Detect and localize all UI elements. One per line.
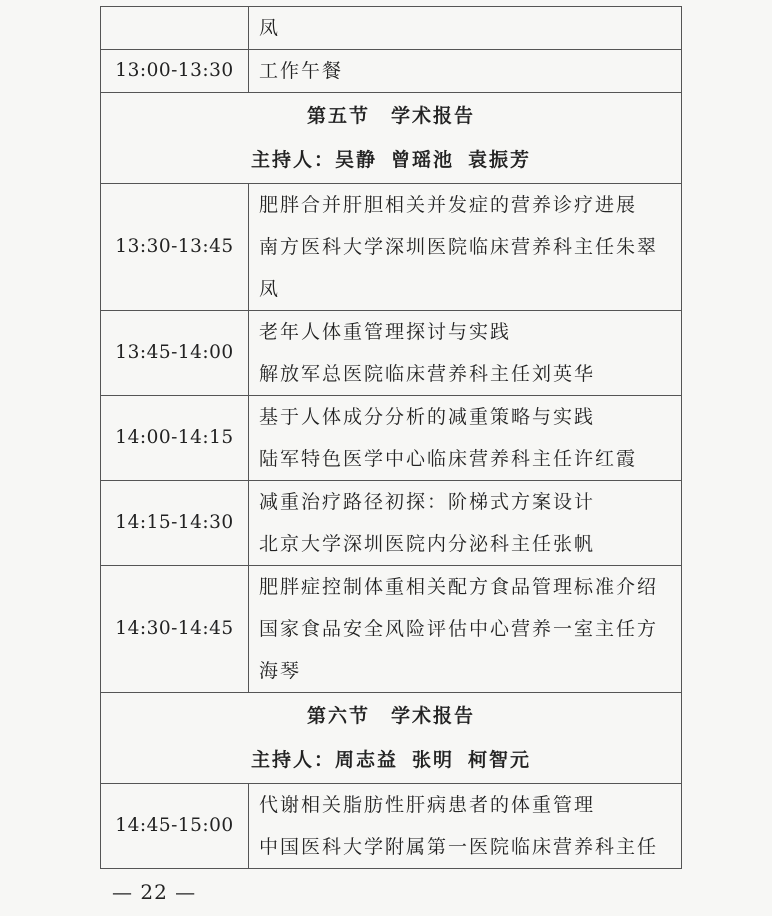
section-title: 第五节 学术报告 <box>306 105 475 127</box>
section-hosts <box>101 739 681 781</box>
host-label: 主持人： <box>250 749 335 771</box>
page-number: — 22 — <box>112 880 197 904</box>
talk-speaker: 中国医科大学附属第一医院临床营养科主任 <box>259 836 659 858</box>
talk-speaker: 凤 <box>259 278 281 300</box>
talk-cell <box>249 481 682 566</box>
talk-title: 肥胖症控制体重相关配方食品管理标准介绍 <box>259 576 659 598</box>
table-row <box>101 50 682 93</box>
section-header <box>101 693 682 784</box>
table-row <box>101 481 682 566</box>
time-cell: 14:15-14:30 <box>101 481 249 566</box>
host-label: 主持人： <box>250 149 335 171</box>
section-title: 第六节 学术报告 <box>306 705 475 727</box>
talk-speaker: 南方医科大学深圳医院临床营养科主任朱翠 <box>259 236 659 258</box>
schedule-table <box>100 6 682 869</box>
talk-cell <box>249 7 682 50</box>
talk-speaker: 国家食品安全风险评估中心营养一室主任方 <box>259 618 659 640</box>
talk-cell <box>249 566 682 693</box>
talk-cell <box>249 784 682 869</box>
host-name: 柯智元 <box>468 749 532 771</box>
host-name: 张明 <box>412 749 455 771</box>
time-cell: 14:30-14:45 <box>101 566 249 693</box>
talk-title: 老年人体重管理探讨与实践 <box>259 321 512 343</box>
talk-speaker: 陆军特色医学中心临床营养科主任许红霞 <box>259 448 638 470</box>
table-row <box>101 7 682 50</box>
talk-title: 代谢相关脂肪性肝病患者的体重管理 <box>259 794 596 816</box>
host-name: 周志益 <box>334 749 398 771</box>
talk-cell <box>249 50 682 93</box>
table-row <box>101 566 682 693</box>
time-cell: 13:30-13:45 <box>101 184 249 311</box>
talk-cell <box>249 311 682 396</box>
talk-title: 减重治疗路径初探：阶梯式方案设计 <box>259 491 596 513</box>
section-hosts <box>101 139 681 181</box>
host-name: 袁振芳 <box>468 149 532 171</box>
time-cell: 13:45-14:00 <box>101 311 249 396</box>
talk-cell <box>249 184 682 311</box>
section-header-row <box>101 93 682 184</box>
talk-line: 工作午餐 <box>259 60 344 82</box>
table-row <box>101 396 682 481</box>
talk-line: 凤 <box>259 17 281 39</box>
talk-cell <box>249 396 682 481</box>
time-cell <box>101 7 249 50</box>
table-row <box>101 311 682 396</box>
table-row <box>101 784 682 869</box>
time-cell: 14:45-15:00 <box>101 784 249 869</box>
time-cell: 14:00-14:15 <box>101 396 249 481</box>
host-name: 吴静 <box>334 149 377 171</box>
talk-title: 肥胖合并肝胆相关并发症的营养诊疗进展 <box>259 194 638 216</box>
section-header <box>101 93 682 184</box>
section-header-row <box>101 693 682 784</box>
talk-title: 基于人体成分分析的减重策略与实践 <box>259 406 596 428</box>
host-name: 曾瑶池 <box>391 149 455 171</box>
table-row <box>101 184 682 311</box>
time-cell: 13:00-13:30 <box>101 50 249 93</box>
talk-speaker: 解放军总医院临床营养科主任刘英华 <box>259 363 596 385</box>
talk-speaker: 北京大学深圳医院内分泌科主任张帆 <box>259 533 596 555</box>
talk-speaker: 海琴 <box>259 660 302 682</box>
